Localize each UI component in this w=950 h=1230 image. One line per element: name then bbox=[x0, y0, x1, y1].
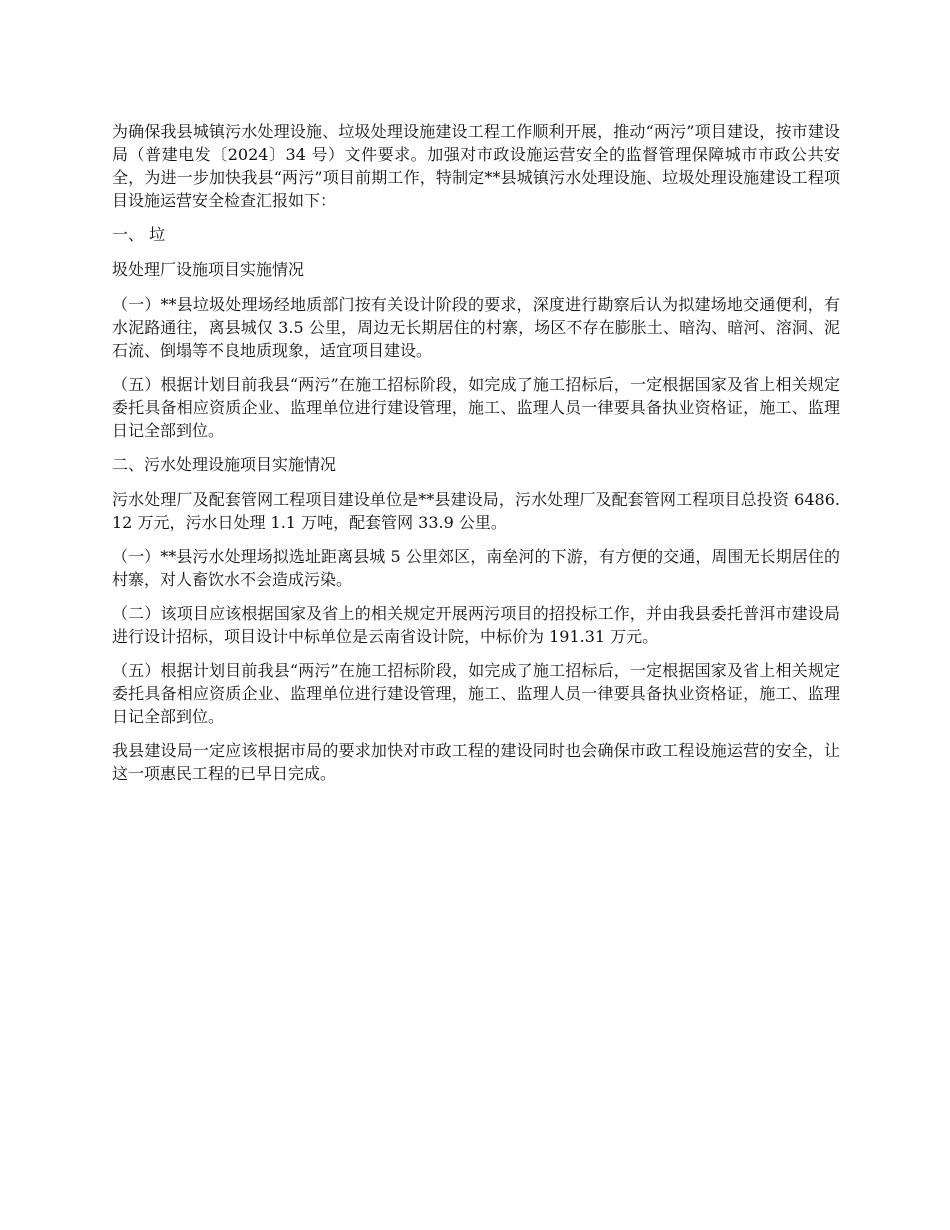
intro-paragraph: 为确保我县城镇污水处理设施、垃圾处理设施建设工程工作顺利开展，推动“两污”项目建设，按市建设局（普建电发〔2024〕34 号）文件要求。加强对市政设施运营安全的监督管理保障城市市政公共安全，为进一步加快我县“两污”项目前期工作，特制定**县城镇污水处理设施、垃圾处理设施建设工程项目设施运营安全检查汇报如下： bbox=[112, 122, 840, 210]
section-one-item-1: （一）**县垃圾处理场经地质部门按有关设计阶段的要求，深度进行勘察后认为拟建场地交通便利，有水泥路通往，离县城仅 3.5 公里，周边无长期居住的村寨，场区不存在膨胀土、暗沟、暗河、溶洞、泥石流、倒塌等不良地质现象，适宜项目建设。 bbox=[112, 295, 840, 360]
section-two-summary: 污水处理厂及配套管网工程项目建设单位是**县建设局，污水处理厂及配套管网工程项目总投资 6486.12 万元，污水日处理 1.1 万吨，配套管网 33.9 公里。 bbox=[112, 490, 840, 532]
section-one-item-5: （五）根据计划目前我县“两污”在施工招标阶段，如完成了施工招标后，一定根据国家及省上相关规定委托具备相应资质企业、监理单位进行建设管理，施工、监理人员一律要具备执业资格证，施工、监理日记全部到位。 bbox=[112, 375, 840, 440]
closing-paragraph: 我县建设局一定应该根据市局的要求加快对市政工程的建设同时也会确保市政工程设施运营的安全，让这一项惠民工程的已早日完成。 bbox=[112, 741, 840, 783]
section-two-item-2: （二）该项目应该根据国家及省上的相关规定开展两污项目的招投标工作，并由我县委托普洱市建设局进行设计招标，项目设计中标单位是云南省设计院，中标价为 191.31 万元。 bbox=[112, 604, 840, 646]
section-one-heading-start: 一、 垃 bbox=[112, 225, 166, 244]
document-page bbox=[112, 120, 840, 796]
section-two-item-1: （一）**县污水处理场拟选址距离县城 5 公里郊区，南垒河的下游，有方便的交通，周围无长期居住的村寨，对人畜饮水不会造成污染。 bbox=[112, 547, 840, 589]
section-two-item-5: （五）根据计划目前我县“两污”在施工招标阶段，如完成了施工招标后，一定根据国家及省上相关规定委托具备相应资质企业、监理单位进行建设管理，施工、监理人员一律要具备执业资格证，施工、监理日记全部到位。 bbox=[112, 661, 840, 726]
section-two-heading: 二、污水处理设施项目实施情况 bbox=[112, 455, 337, 474]
section-one-heading: 圾处理厂设施项目实施情况 bbox=[112, 260, 305, 279]
